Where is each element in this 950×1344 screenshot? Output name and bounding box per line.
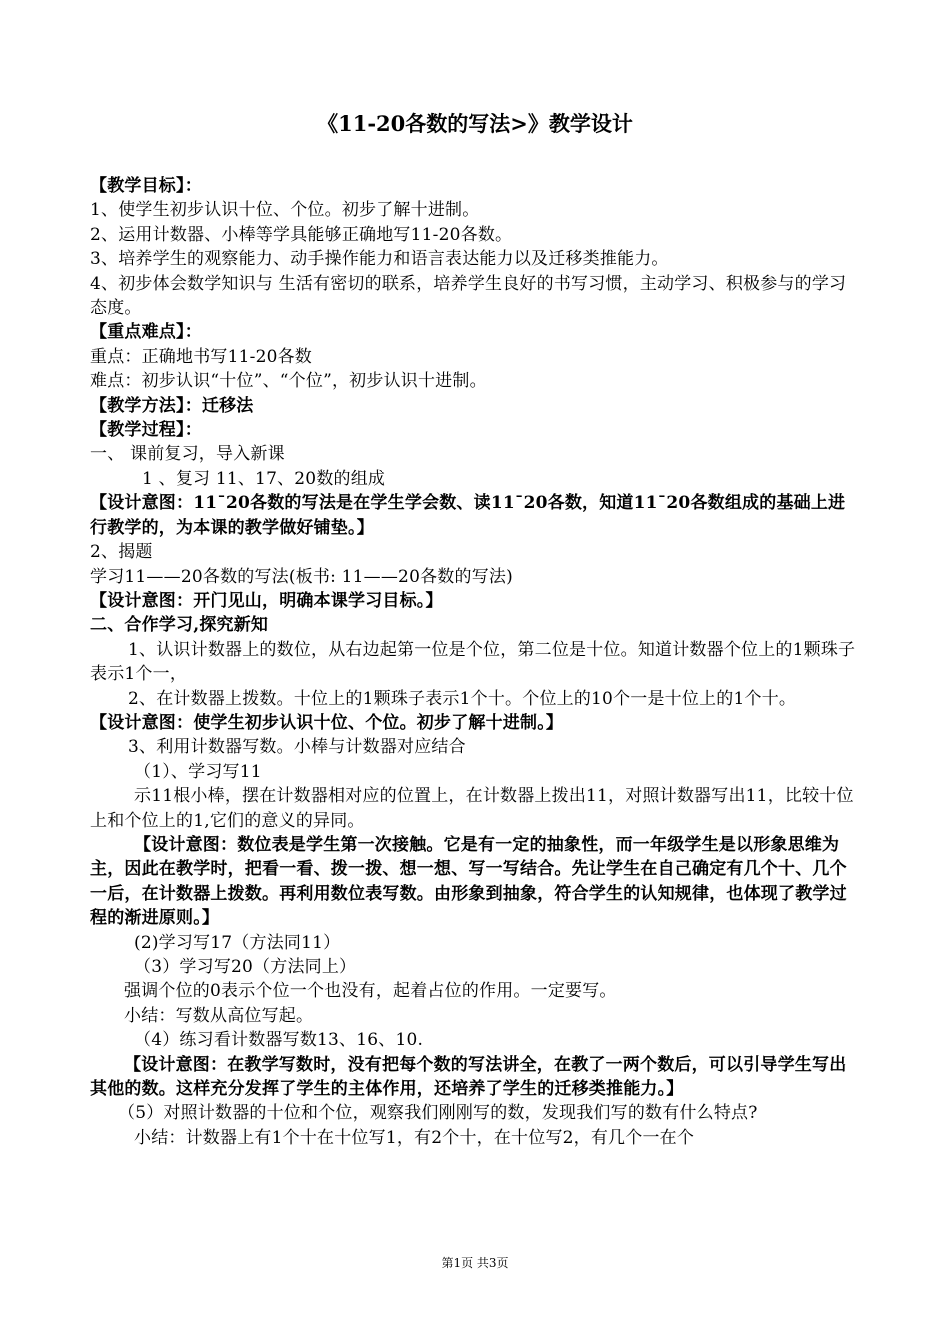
design-intent-note: 【设计意图：11ˉ20各数的写法是在学生学会数、读11ˉ20各数，知道11ˉ20各数组成的基础上进行教学的，为本课的教学做好铺垫。】 [90,493,846,538]
paragraph: 4、初步体会数学知识与 生活有密切的联系，培养学生良好的书写习惯，主动学习、积极参与的学习态度。 [90,273,847,319]
paragraph: 强调个位的0表示个位一个也没有，起着占位的作用。一定要写。 [124,981,617,1002]
paragraph: （5）对照计数器的十位和个位，观察我们刚刚写的数，发现我们写的数有什么特点? [118,1103,758,1124]
section-heading-cooperative-learning: 二、合作学习,探究新知 [90,615,269,636]
paragraph: （4）练习看计数器写数13、16、10. [134,1030,424,1051]
section-heading-objectives: 【教学目标】： [90,176,202,196]
page-number-footer: 第1页 共3页 [441,1256,509,1270]
paragraph: 2、揭题 [90,542,153,563]
paragraph: （1）、学习写11 [134,761,262,782]
paragraph: 一、 课前复习，导入新课 [90,444,285,465]
section-heading-key-points: 【重点难点】： [90,322,202,343]
section-heading-process: 【教学过程】： [90,420,202,441]
design-intent-note: 【设计意图：数位表是学生第一次接触。它是有一定的抽象性，而一年级学生是以形象思维为主，因此在教学时，把看一看、拨一拨、想一想、写一写结合。先让学生在自己确定有几个十、几个一后，在计数器上拨数。再利用数位表写数。由形象到抽象，符合学生的认知规律，也体现了教学过程的渐进原则。】 [90,834,847,929]
paragraph: 难点：初步认识“十位”、“个位”，初步认识十进制。 [90,371,487,392]
paragraph: 学习11——20各数的写法(板书: 11——20各数的写法) [90,566,513,587]
design-intent-note: 【设计意图：开门见山，明确本课学习目标。】 [90,590,443,611]
paragraph: （3）学习写20（方法同上） [134,957,357,977]
paragraph: 示11根小棒，摆在计数器相对应的位置上，在计数器上拨出11，对照计数器写出11，比较十位上和个位上的1,它们的意义的异同。 [90,786,854,831]
paragraph: 1 、复习 11、17、20数的组成 [142,468,386,489]
design-intent-note: 【设计意图：在教学写数时，没有把每个数的写法讲全，在教了一两个数后，可以引导学生写出其他的数。这样充分发挥了学生的主体作用，还培养了学生的迁移类推能力。】 [90,1054,847,1100]
paragraph: 重点：正确地书写11-20各数 [90,346,313,367]
paragraph: 2、在计数器上拨数。十位上的1颗珠子表示1个十。个位上的10个一是十位上的1个十。 [128,688,797,709]
paragraph: 3、培养学生的观察能力、动手操作能力和语言表达能力以及迁移类推能力。 [90,249,669,270]
paragraph: 3、利用计数器写数。小棒与计数器对应结合 [128,737,466,758]
paragraph: 小结：写数从高位写起。 [124,1005,314,1026]
design-intent-note: 【设计意图：使学生初步认识十位、个位。初步了解十进制。】 [90,712,564,733]
paragraph: 2、运用计数器、小棒等学具能够正确地写11-20各数。 [90,224,513,245]
document-title: 《11-20各数的写法>》教学设计 [317,111,633,136]
paragraph: (2)学习写17（方法同11） [134,932,341,953]
document-body [90,174,860,1150]
section-heading-method: 【教学方法】：迁移法 [90,395,254,416]
paragraph: 1、认识计数器上的数位，从右边起第一位是个位，第二位是十位。知道计数器个位上的1颗珠子表示1个一， [90,639,856,685]
paragraph: 1、使学生初步认识十位、个位。初步了解十进制。 [90,200,480,221]
paragraph: 小结：计数器上有1个十在十位写1，有2个十，在十位写2，有几个一在个 [134,1127,695,1148]
